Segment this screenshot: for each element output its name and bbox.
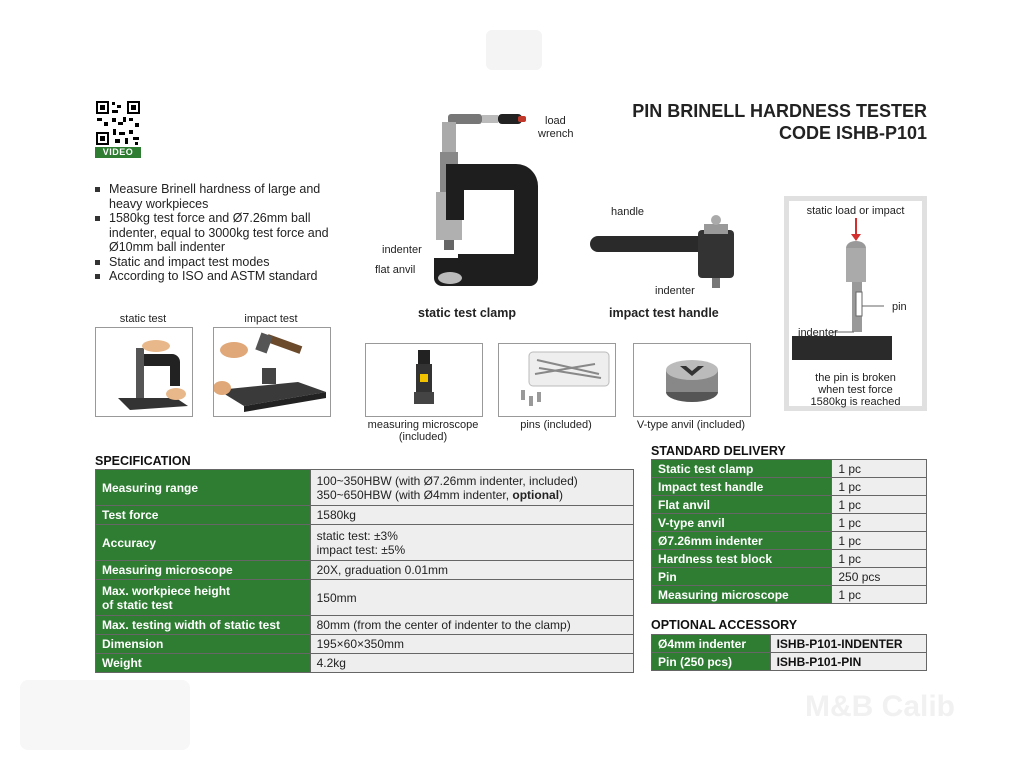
microscope-caption-line: (included) xyxy=(398,431,448,443)
watermark-left-logo xyxy=(20,680,190,750)
load-wrench-label-1: load xyxy=(545,115,566,127)
delivery-qty: 1 pc xyxy=(832,532,927,550)
microscope-caption xyxy=(355,419,491,443)
optional-accessory-title: OPTIONAL ACCESSORY xyxy=(651,618,798,632)
diagram-note-line: when test force xyxy=(818,384,893,396)
optional-item: Ø4mm indenter xyxy=(652,635,771,653)
static-test-label: static test xyxy=(119,313,167,325)
spec-value xyxy=(310,525,633,561)
diagram-note xyxy=(784,372,927,408)
optional-code: ISHB-P101-INDENTER xyxy=(770,635,926,653)
optional-code: ISHB-P101-PIN xyxy=(770,653,926,671)
delivery-item: Pin xyxy=(652,568,832,586)
delivery-qty: 1 pc xyxy=(832,550,927,568)
delivery-qty: 250 pcs xyxy=(832,568,927,586)
table-row xyxy=(96,616,634,635)
spec-key: Test force xyxy=(96,506,311,525)
pins-image xyxy=(499,344,615,416)
v-anvil-photo xyxy=(633,343,751,417)
impact-test-handle-caption: impact test handle xyxy=(609,306,719,320)
feature-item: Measure Brinell hardness of large and heavy workpieces xyxy=(109,182,354,211)
delivery-item: Impact test handle xyxy=(652,478,832,496)
table-row xyxy=(652,532,927,550)
diagram-indenter-label: indenter xyxy=(798,327,838,339)
spec-value: 150mm xyxy=(310,580,633,616)
delivery-item: Measuring microscope xyxy=(652,586,832,604)
feature-item: Static and impact test modes xyxy=(109,255,354,270)
page-title xyxy=(632,100,927,144)
table-row xyxy=(652,568,927,586)
video-badge[interactable]: VIDEO xyxy=(95,147,141,158)
handle-label: handle xyxy=(611,206,645,218)
spec-value xyxy=(310,470,633,506)
optional-item: Pin (250 pcs) xyxy=(652,653,771,671)
microscope-caption-line: measuring microscope xyxy=(367,419,479,431)
clamp-indenter-label: indenter xyxy=(382,244,422,256)
delivery-item: Hardness test block xyxy=(652,550,832,568)
specification-table xyxy=(95,469,634,673)
pins-caption: pins (included) xyxy=(520,419,592,431)
delivery-qty: 1 pc xyxy=(832,478,927,496)
standard-delivery-table xyxy=(651,459,927,604)
table-row xyxy=(652,514,927,532)
spec-key: Dimension xyxy=(96,635,311,654)
spec-value: 20X, graduation 0.01mm xyxy=(310,561,633,580)
static-test-image xyxy=(96,328,192,416)
spec-key: Weight xyxy=(96,654,311,673)
spec-value: 4.2kg xyxy=(310,654,633,673)
spec-value-line: 100~350HBW (with Ø7.26mm indenter, included) xyxy=(316,473,578,488)
spec-key: Measuring microscope xyxy=(96,561,311,580)
delivery-qty: 1 pc xyxy=(832,460,927,478)
table-row xyxy=(96,525,634,561)
feature-item: 1580kg test force and Ø7.26mm ball indenter, equal to 3000kg test force and Ø10mm ball indenter xyxy=(109,211,354,255)
title-line-1: PIN BRINELL HARDNESS TESTER xyxy=(632,101,927,121)
delivery-qty: 1 pc xyxy=(832,514,927,532)
diagram-top-label: static load or impact xyxy=(806,205,905,217)
table-row xyxy=(652,550,927,568)
delivery-item: Flat anvil xyxy=(652,496,832,514)
spec-key: Measuring range xyxy=(96,470,311,506)
table-row xyxy=(96,654,634,673)
feature-list xyxy=(93,182,354,284)
spec-value-optional: optional xyxy=(512,487,560,502)
table-row xyxy=(652,635,927,653)
spec-value-line: impact test: ±5% xyxy=(316,542,406,557)
spec-value-line xyxy=(317,488,627,502)
table-row xyxy=(96,561,634,580)
table-row xyxy=(652,653,927,671)
table-row xyxy=(96,506,634,525)
spec-key: Max. testing width of static test xyxy=(96,616,311,635)
v-anvil-image xyxy=(634,344,750,416)
spec-value: 1580kg xyxy=(310,506,633,525)
delivery-qty: 1 pc xyxy=(832,496,927,514)
pins-photo xyxy=(498,343,616,417)
table-row xyxy=(652,478,927,496)
title-line-2: CODE ISHB-P101 xyxy=(778,123,927,143)
handle-indenter-label: indenter xyxy=(655,285,695,297)
microscope-photo xyxy=(365,343,483,417)
table-row xyxy=(652,460,927,478)
pin-break-diagram xyxy=(784,196,927,411)
delivery-item: Ø7.26mm indenter xyxy=(652,532,832,550)
static-test-photo xyxy=(95,327,193,417)
table-row xyxy=(652,586,927,604)
watermark-top-logo xyxy=(486,30,542,70)
impact-test-photo xyxy=(213,327,331,417)
diagram-note-line: 1580kg is reached xyxy=(810,396,901,408)
spec-key-line: Max. workpiece height xyxy=(102,583,231,598)
standard-delivery-title: STANDARD DELIVERY xyxy=(651,444,786,458)
qr-code-icon[interactable] xyxy=(95,100,141,146)
spec-value: 195×60×350mm xyxy=(310,635,633,654)
table-row xyxy=(96,580,634,616)
spec-value: 80mm (from the center of indenter to the clamp) xyxy=(310,616,633,635)
static-test-clamp-caption: static test clamp xyxy=(418,306,516,320)
spec-value-part: ) xyxy=(559,487,564,502)
spec-key: Accuracy xyxy=(96,525,311,561)
spec-value-part: 350~650HBW (with Ø4mm indenter, xyxy=(316,487,513,502)
clamp-flat-anvil-label: flat anvil xyxy=(375,264,416,276)
delivery-item: V-type anvil xyxy=(652,514,832,532)
spec-value-line: static test: ±3% xyxy=(316,528,398,543)
optional-accessory-table xyxy=(651,634,927,671)
load-wrench-label-2: wrench xyxy=(538,128,574,140)
static-test-clamp-image xyxy=(410,108,550,300)
table-row xyxy=(96,635,634,654)
delivery-item: Static test clamp xyxy=(652,460,832,478)
feature-item: According to ISO and ASTM standard xyxy=(109,269,354,284)
diagram-pin-label: pin xyxy=(892,301,907,313)
delivery-qty: 1 pc xyxy=(832,586,927,604)
v-anvil-caption: V-type anvil (included) xyxy=(636,419,746,431)
specification-title: SPECIFICATION xyxy=(95,454,191,468)
impact-test-label: impact test xyxy=(244,313,298,325)
spec-key-line: of static test xyxy=(102,597,173,612)
table-row xyxy=(652,496,927,514)
impact-test-handle-image xyxy=(586,214,746,294)
impact-test-image xyxy=(214,328,330,416)
microscope-image xyxy=(366,344,482,416)
watermark-text: M&B Calib xyxy=(805,690,955,723)
table-row xyxy=(96,470,634,506)
diagram-note-line: the pin is broken xyxy=(815,372,896,384)
spec-key xyxy=(96,580,311,616)
